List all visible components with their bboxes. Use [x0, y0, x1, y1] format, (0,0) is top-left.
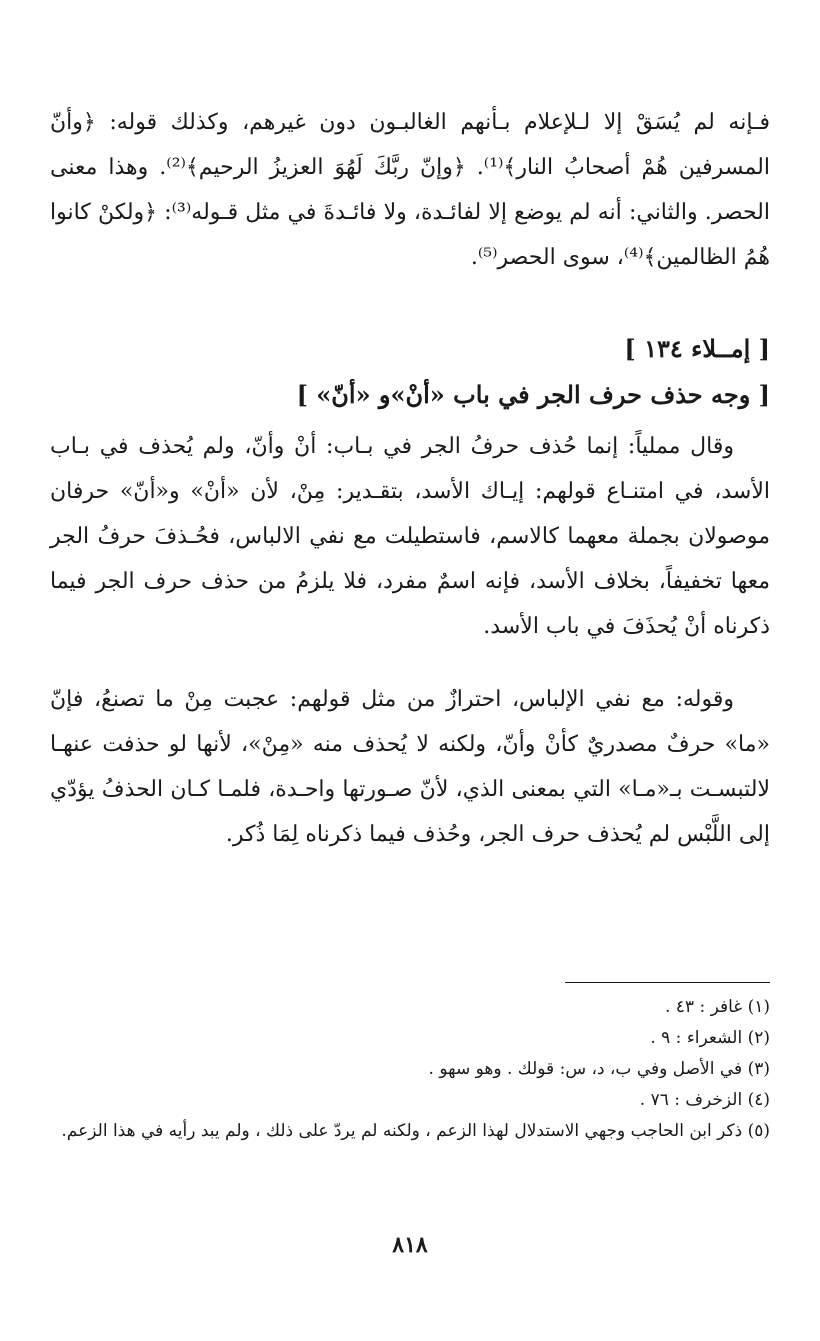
footnote-1: (١) غافر : ٤٣ .	[664, 997, 770, 1017]
page-body	[50, 100, 770, 857]
section-number-heading: [ إمــلاء ١٣٤ ]	[624, 334, 770, 363]
footnote-5: (٥) ذكر ابن الحاجب وجهي الاستدلال لهذا الزعم ، ولكنه لم يردّ على ذلك ، ولم يبد رأيه في هذا الزعم.	[61, 1121, 770, 1141]
footnote-divider	[565, 982, 770, 983]
body-text-block	[50, 424, 770, 649]
footnote-4: (٤) الزخرف : ٧٦ .	[639, 1090, 770, 1110]
paragraph-main: وقال مملياً: إنما حُذف حرفُ الجر في بـاب: أنْ وأنّ، ولم يُحذف في بـاب الأسد، في امتنـاع قولهم: إيـاك الأسد، بتقـدير: مِنْ، لأن «أنْ» و«أنّ» حرفان موصولان بجملة معهما كالاسم، فاستطيلت مع نفي الالباس، فحُـذفَ حرفُ الجر معها تخفيفاً، بخلاف الأسد، فإنه اسمٌ مفرد، فلا يلزمُ من حذف حرف الجر فيما ذكرناه أنْ يُحذَفَ في باب الأسد.	[50, 434, 770, 639]
body-text-block-2	[50, 677, 770, 857]
footnotes-section	[50, 992, 770, 1147]
footnote-2: (٢) الشعراء : ٩ .	[650, 1028, 770, 1048]
paragraph-second: وقوله: مع نفي الإلباس، احترازٌ من مثل قولهم: عجبت مِنْ ما تصنعُ، فإنّ «ما» حرفٌ مصدريٌ كأنْ وأنّ، ولكنه لا يُحذف منه «مِنْ»، لأنها لو حذفت عنهـا لالتبسـت بـ«مـا» التي بمعنى الذي، لأنّ صـورتها واحـدة، فلمـا كـان الحذفُ يؤدّي إلى اللَّبْس لم يُحذف حرف الجر، وحُذف فيما ذكرناه لِمَا ذُكر.	[50, 687, 770, 847]
top-text-block	[50, 100, 770, 300]
paragraph-continuation: فـإنه لم يُسَقْ إلا لـلإعلام بـأنهم الغالبـون دون غيرهم، وكذلك قوله: ﴿وأنّ المسرفين هُمْ أصحابُ النار﴾⁽¹⁾. ﴿وإنّ ربَّكَ لَهُوَ العزيزُ الرحيم﴾⁽²⁾. وهذا معنى الحصر. والثاني: أنه لم يوضع إلا لفائـدة، ولا فائـدةَ في مثل قـوله⁽³⁾: ﴿ولكنْ كانوا هُمُ الظالمين﴾⁽⁴⁾، سوى الحصر⁽⁵⁾.	[50, 110, 770, 270]
footnote-3: (٣) في الأصل وفي ب، د، س: قولك . وهو سهو .	[428, 1059, 770, 1079]
page-number: ٨١٨	[392, 1232, 428, 1258]
section-title-heading: [ وجه حذف حرف الجر في باب «أنْ»و «أنّ» ]	[296, 380, 770, 409]
